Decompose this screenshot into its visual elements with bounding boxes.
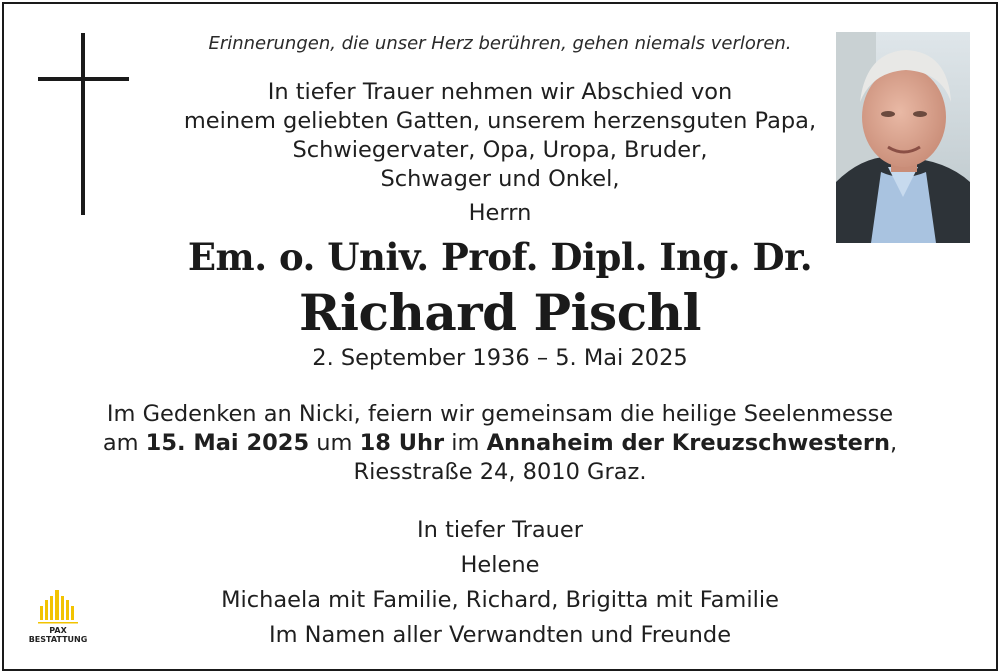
- logo-line-1: PAX: [49, 626, 67, 635]
- mass-line-2: [0, 429, 1000, 458]
- mass-am: am: [102, 430, 146, 456]
- mass-um: um: [309, 430, 360, 456]
- intro-line: Schwager und Onkel,: [380, 166, 620, 192]
- logo-line-2: BESTATTUNG: [28, 635, 88, 644]
- mourners-list: [0, 513, 1000, 653]
- salutation: Herrn: [468, 200, 532, 226]
- mass-comma: ,: [890, 430, 898, 456]
- mass-time: 18 Uhr: [359, 430, 445, 456]
- mass-announcement: [0, 400, 1000, 487]
- intro-line: In tiefer Trauer nehmen wir Abschied von: [267, 79, 733, 105]
- deceased-name: Richard Pischl: [299, 283, 701, 342]
- mass-date: 15. Mai 2025: [145, 430, 310, 456]
- mass-place: Annaheim der Kreuzschwestern: [486, 430, 891, 456]
- academic-title: Em. o. Univ. Prof. Dipl. Ing. Dr.: [187, 235, 813, 279]
- mass-address: Riesstraße 24, 8010 Graz.: [353, 459, 647, 485]
- life-dates: 2. September 1936 – 5. Mai 2025: [312, 345, 688, 371]
- mourner-line: Im Namen aller Verwandten und Freunde: [268, 622, 732, 648]
- mass-line-1: Im Gedenken an Nicki, feiern wir gemeinsam die heilige Seelenmesse: [106, 401, 894, 427]
- intro-line: Schwiegervater, Opa, Uropa, Bruder,: [292, 137, 708, 163]
- mass-im: im: [444, 430, 487, 456]
- mourner-line: Helene: [460, 552, 540, 578]
- mourner-line: Michaela mit Familie, Richard, Brigitta mit Familie: [221, 587, 779, 613]
- intro-line: meinem geliebten Gatten, unserem herzensguten Papa,: [183, 108, 817, 134]
- mourner-line: In tiefer Trauer: [417, 517, 583, 543]
- logo-label: [28, 626, 88, 644]
- memorial-quote: Erinnerungen, die unser Herz berühren, gehen niemals verloren.: [208, 33, 792, 54]
- portrait-photo: [836, 32, 970, 243]
